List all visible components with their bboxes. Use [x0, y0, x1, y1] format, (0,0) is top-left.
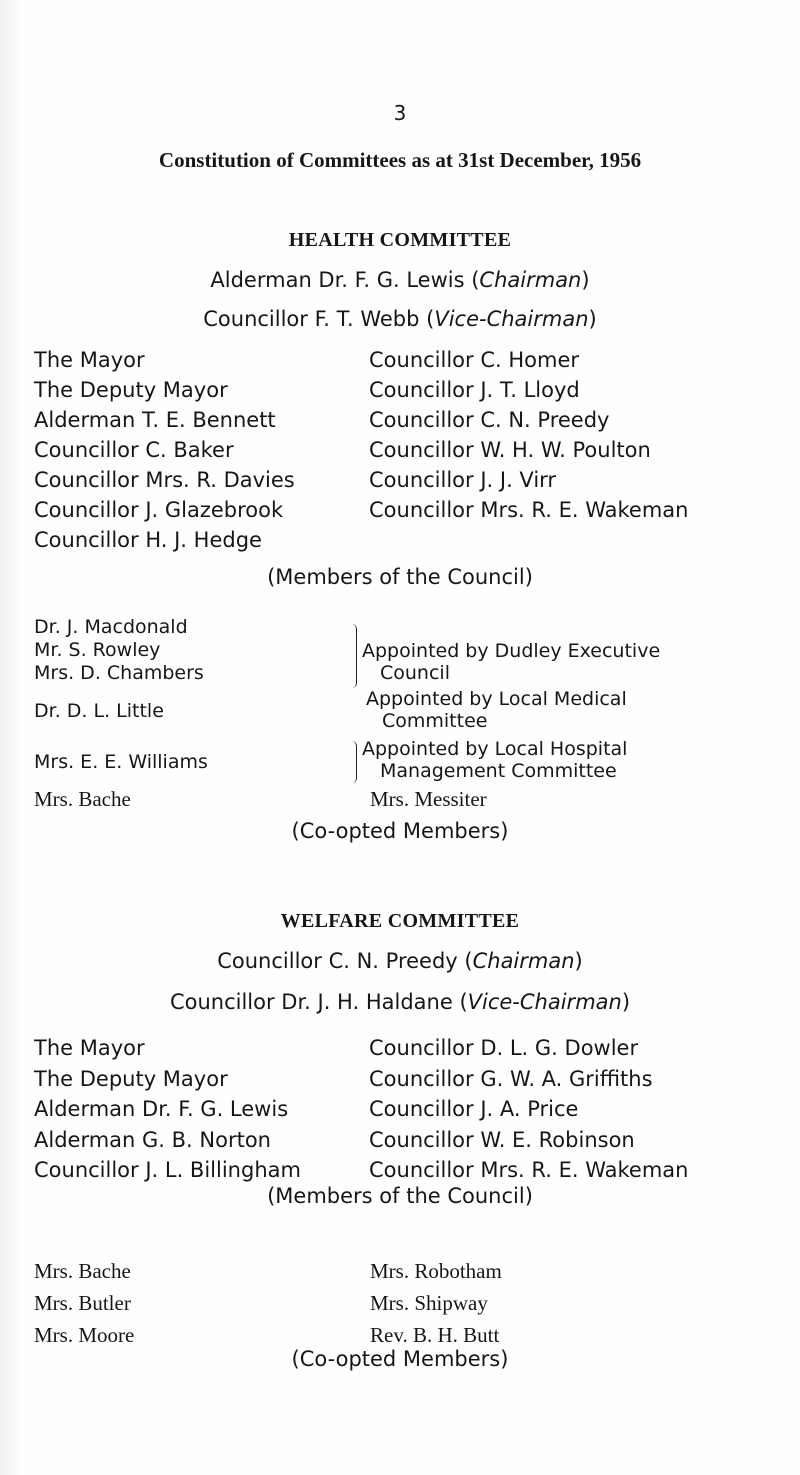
health-coopted-note: (Co-opted Members) — [291, 819, 509, 843]
health-vice-chairman: Councillor F. T. Webb (Vice-Chairman) — [203, 307, 597, 331]
list-item: Mrs. Bache — [34, 1259, 131, 1283]
welfare-coopted-right — [370, 1255, 502, 1351]
health-coopted-group3-line1: Appointed by Local Hospital — [362, 738, 628, 760]
health-members-note: (Members of the Council) — [267, 565, 533, 589]
health-members-right — [369, 345, 688, 525]
health-coopted-group1-line2: Council — [380, 662, 450, 684]
welfare-chairman-role: Chairman — [472, 949, 575, 973]
welfare-chairman-name: Councillor C. N. Preedy — [217, 949, 458, 973]
health-coopted-group2-name: Dr. D. L. Little — [34, 700, 164, 722]
list-item: Councillor H. J. Hedge — [34, 528, 262, 552]
welfare-chairman: Councillor C. N. Preedy (Chairman) — [217, 949, 583, 973]
health-vice-chairman-name: Councillor F. T. Webb — [203, 307, 420, 331]
health-coopted-group1-names — [34, 616, 204, 685]
list-item: Councillor Mrs. R. Davies — [34, 468, 295, 492]
health-coopted-group2-line1: Appointed by Local Medical — [366, 688, 627, 710]
main-title: Constitution of Committees as at 31st December, 1956 — [158, 148, 642, 172]
welfare-coopted-left — [34, 1255, 134, 1351]
welfare-vice-chairman-name: Councillor Dr. J. H. Haldane — [169, 990, 453, 1014]
list-item: Councillor C. Homer — [369, 348, 579, 372]
list-item: The Mayor — [34, 348, 145, 372]
list-item: Alderman Dr. F. G. Lewis — [34, 1097, 289, 1121]
list-item: The Mayor — [34, 1036, 145, 1060]
list-item: Mrs. Butler — [34, 1291, 131, 1315]
health-committee-title: HEALTH COMMITTEE — [288, 229, 512, 251]
health-members-left — [34, 345, 295, 555]
brace-divider — [352, 624, 357, 688]
list-item: Councillor J. L. Billingham — [34, 1158, 301, 1182]
list-item: The Deputy Mayor — [34, 1066, 228, 1091]
list-item: Councillor G. W. A. Griffiths — [369, 1066, 653, 1091]
list-item: Councillor J. A. Price — [369, 1097, 579, 1121]
health-vice-chairman-role: Vice-Chairman — [434, 307, 589, 331]
list-item: Mr. S. Rowley — [34, 639, 161, 661]
welfare-members-right — [369, 1033, 688, 1186]
welfare-vice-chairman-role: Vice-Chairman — [467, 990, 622, 1014]
welfare-vice-chairman: Councillor Dr. J. H. Haldane (Vice-Chairman) — [169, 990, 631, 1014]
page-number: 3 — [393, 101, 407, 125]
list-item: Mrs. Robotham — [370, 1259, 502, 1283]
scan-shadow — [0, 0, 22, 1475]
welfare-members-left — [34, 1033, 301, 1186]
list-item: Mrs. D. Chambers — [34, 662, 204, 684]
health-coopted-extra-left: Mrs. Bache — [34, 787, 131, 811]
list-item: Councillor W. H. W. Poulton — [369, 438, 651, 462]
list-item: Councillor C. Baker — [34, 438, 234, 462]
list-item: The Deputy Mayor — [34, 378, 228, 402]
list-item: Alderman T. E. Bennett — [34, 408, 276, 432]
list-item: Councillor J. J. Virr — [369, 468, 557, 492]
welfare-committee-title: WELFARE COMMITTEE — [280, 910, 520, 932]
list-item: Councillor J. T. Lloyd — [369, 378, 580, 402]
health-coopted-group1-line1: Appointed by Dudley Executive — [362, 640, 661, 662]
list-item: Councillor Mrs. R. E. Wakeman — [369, 1158, 689, 1182]
health-coopted-extra-right: Mrs. Messiter — [370, 787, 487, 811]
list-item: Mrs. Moore — [34, 1323, 135, 1347]
list-item: Alderman G. B. Norton — [34, 1127, 271, 1152]
list-item: Councillor Mrs. R. E. Wakeman — [369, 498, 689, 522]
list-item: Dr. J. Macdonald — [34, 616, 188, 638]
list-item: Councillor J. Glazebrook — [34, 498, 284, 522]
list-item: Councillor D. L. G. Dowler — [369, 1036, 639, 1060]
brace-divider — [352, 741, 357, 783]
list-item: Mrs. Shipway — [370, 1291, 488, 1315]
list-item: Councillor C. N. Preedy — [369, 408, 610, 432]
health-coopted-group3-name: Mrs. E. E. Williams — [34, 751, 208, 773]
health-chairman: Alderman Dr. F. G. Lewis (Chairman) — [210, 268, 590, 292]
health-chairman-role: Chairman — [479, 268, 582, 292]
health-coopted-group3-line2: Management Committee — [380, 760, 617, 782]
health-chairman-name: Alderman Dr. F. G. Lewis — [210, 268, 465, 292]
health-coopted-group2-line2: Committee — [382, 710, 488, 732]
welfare-coopted-note: (Co-opted Members) — [291, 1347, 509, 1371]
list-item: Rev. B. H. Butt — [370, 1323, 500, 1347]
list-item: Councillor W. E. Robinson — [369, 1127, 635, 1152]
welfare-members-note: (Members of the Council) — [267, 1184, 533, 1208]
